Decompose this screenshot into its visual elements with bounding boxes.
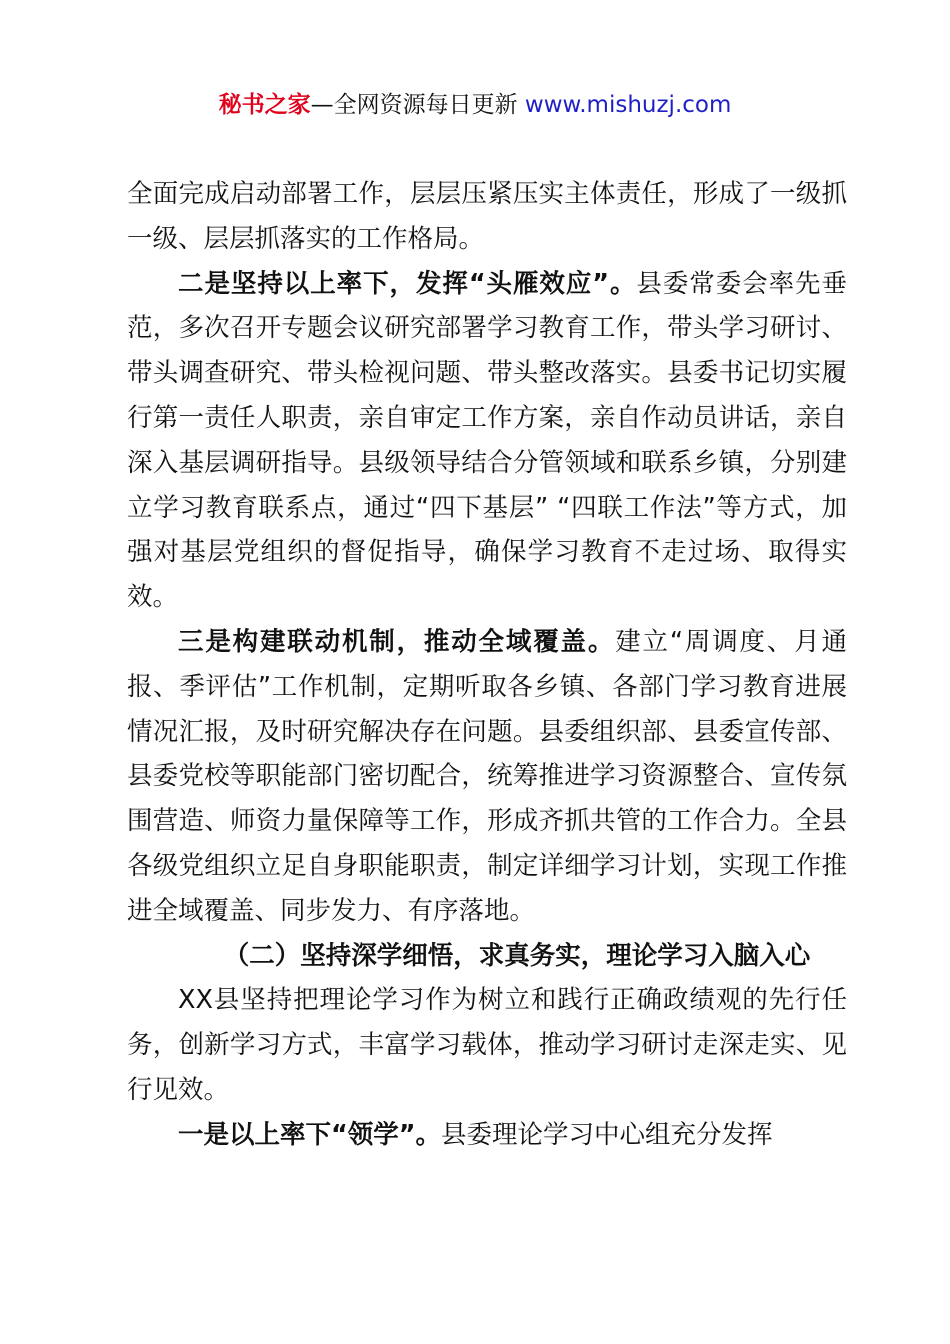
paragraph: [127, 262, 847, 620]
document-body: [127, 172, 847, 1158]
site-url-link[interactable]: www.mishuzj.com: [524, 92, 732, 118]
paragraph-text: 建立“周调度、月通报、季评估”工作机制，定期听取各乡镇、各部门学习教育进展情况汇报，及时研究解决存在问题。县委组织部、县委宣传部、县委党校等职能部门密切配合，统筹推进学习资源整合、宣传氛围营造、师资力量保障等工作，形成齐抓共管的工作合力。全县各级党组织立足自身职能职责，制定详细学习计划，实现工作推进全域覆盖、同步发力、有序落地。: [127, 626, 847, 926]
paragraph-text: 县委理论学习中心组充分发挥: [441, 1119, 773, 1150]
site-brand: 秘书之家: [218, 92, 311, 118]
paragraph: [127, 172, 847, 262]
paragraph-lead: 三是构建联动机制，推动全域覆盖。: [178, 626, 616, 657]
paragraph-lead: 一是以上率下“领学”。: [178, 1119, 442, 1150]
site-banner: [0, 88, 950, 122]
paragraph-lead: 二是坚持以上率下，发挥“头雁效应”。: [178, 268, 637, 299]
paragraph-text: XX县坚持把理论学习作为树立和践行正确政绩观的先行任务，创新学习方式，丰富学习载体，推动学习研讨走深走实、见行见效。: [127, 985, 847, 1105]
paragraph: [127, 620, 847, 934]
paragraph-text: 全面完成启动部署工作，层层压紧压实主体责任，形成了一级抓一级、层层抓落实的工作格局。: [127, 179, 847, 254]
paragraph: [127, 978, 847, 1112]
paragraph-text: 县委常委会率先垂范，多次召开专题会议研究部署学习教育工作，带头学习研讨、带头调查研究、带头检视问题、带头整改落实。县委书记切实履行第一责任人职责，亲自审定工作方案，亲自作动员讲话，亲自深入基层调研指导。县级领导结合分管领域和联系乡镇，分别建立学习教育联系点，通过“四下基层” “四联工作法”等方式，加强对基层党组织的督促指导，确保学习教育不走过场、取得实效。: [127, 268, 847, 613]
site-tagline: —全网资源每日更新: [310, 92, 518, 118]
section-heading: （二）坚持深学细悟，求真务实，理论学习入脑入心: [223, 940, 811, 971]
paragraph: [127, 1113, 847, 1158]
